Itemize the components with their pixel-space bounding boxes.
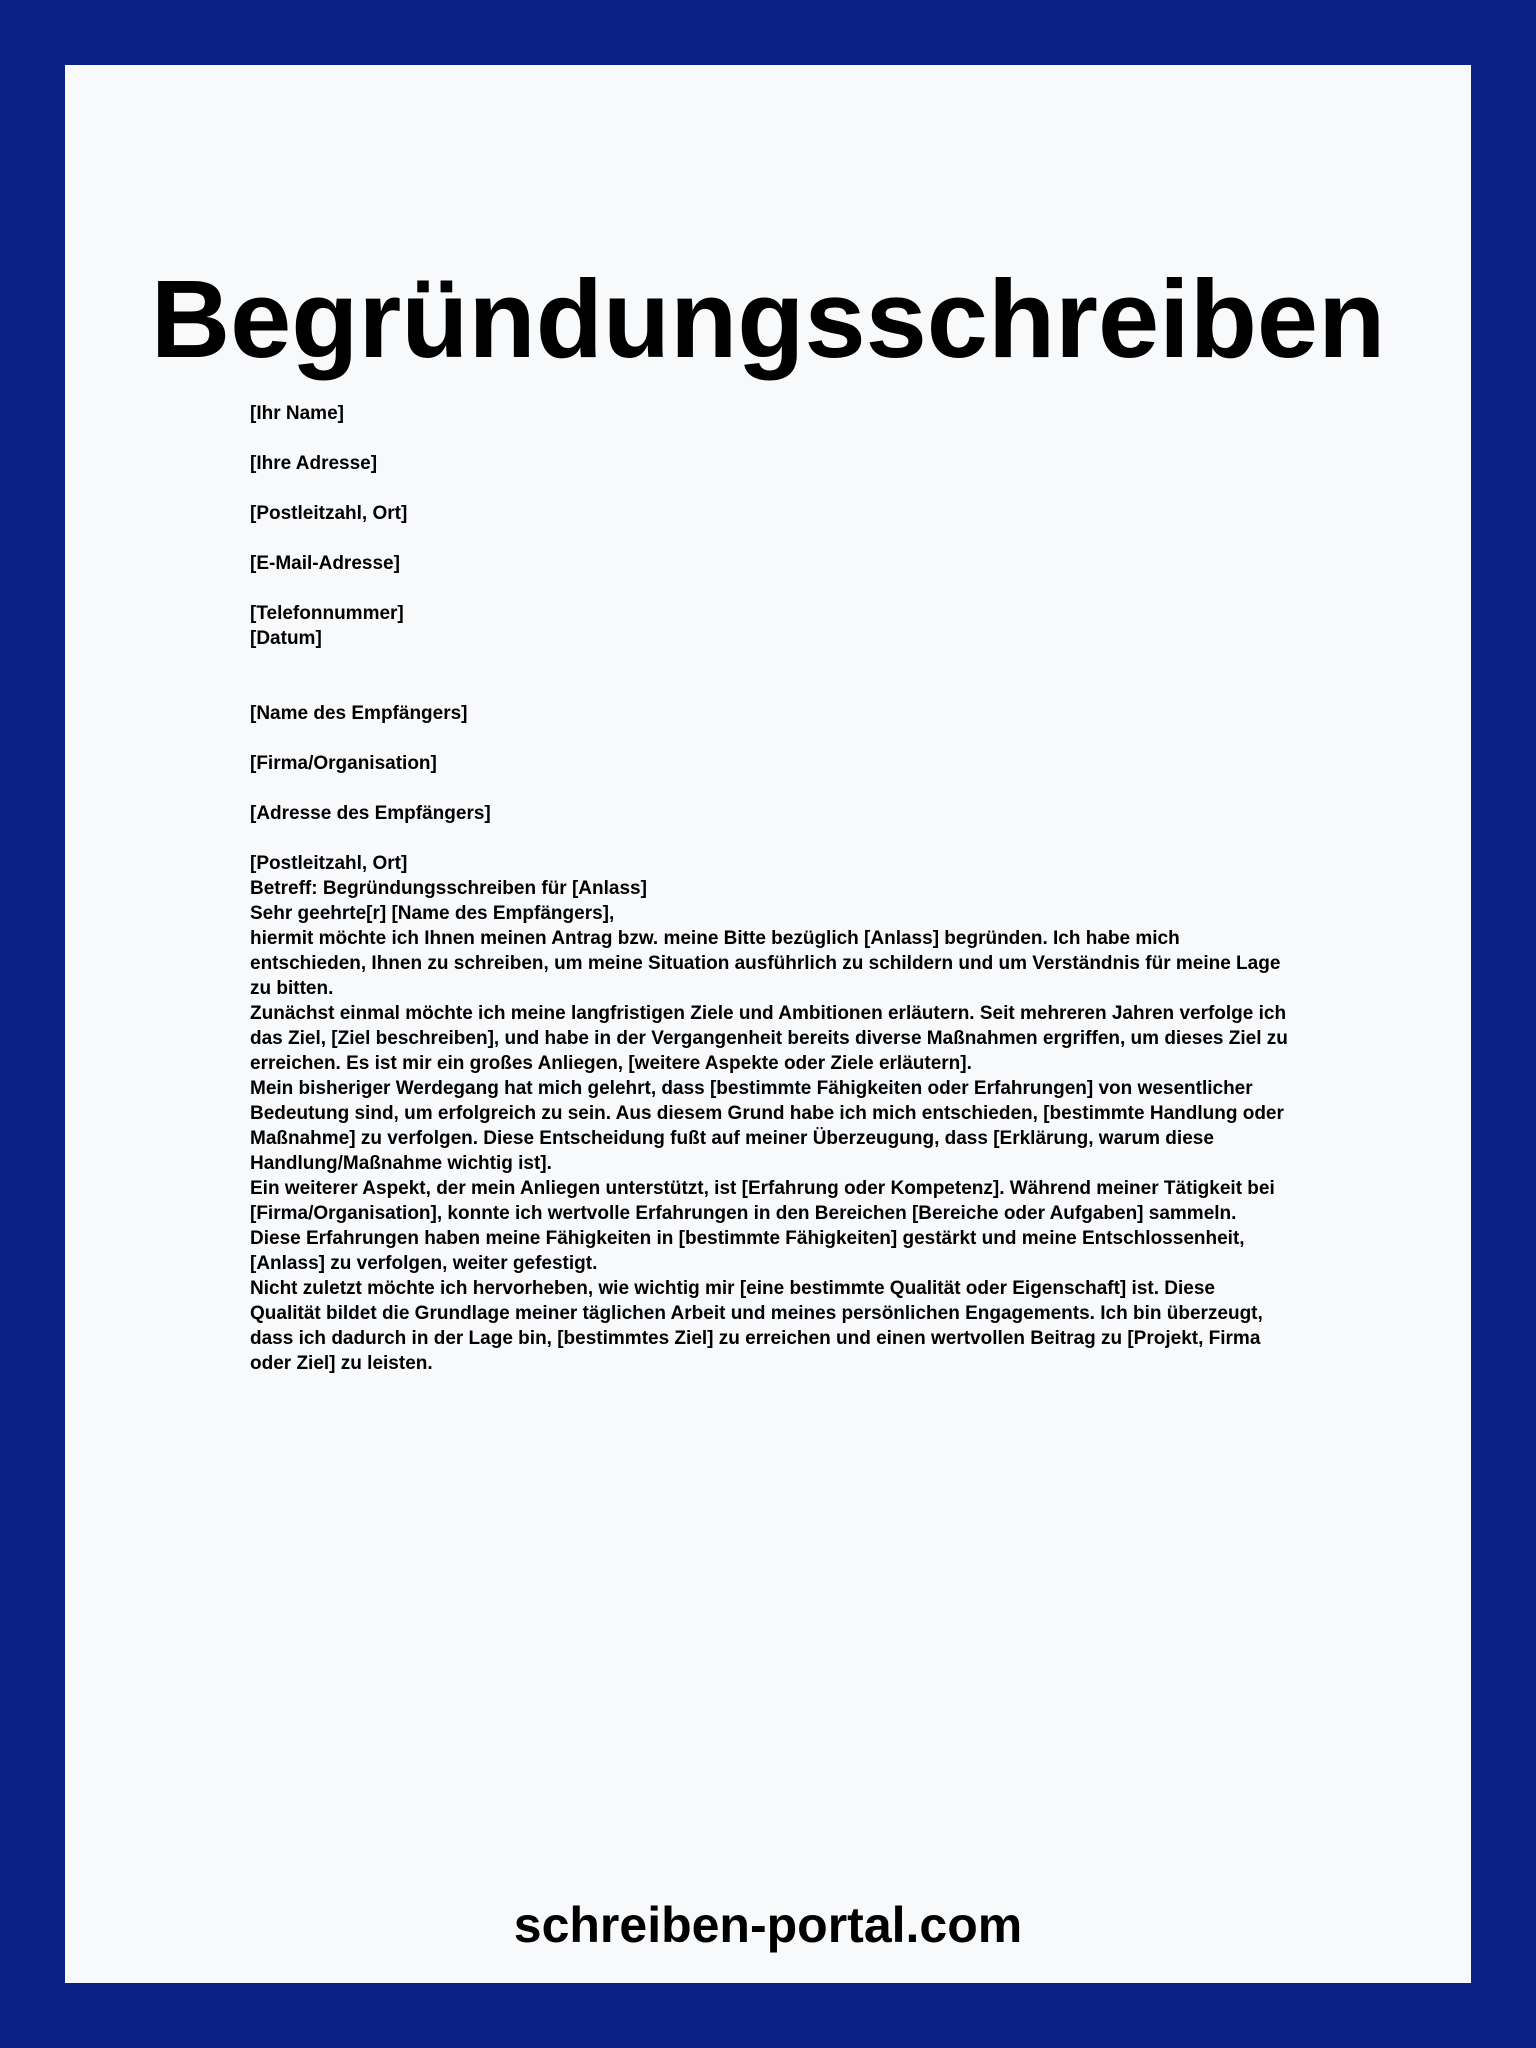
sender-city: [Postleitzahl, Ort] bbox=[250, 503, 408, 524]
recipient-company: [Firma/Organisation] bbox=[250, 753, 437, 774]
page-title: Begründungsschreiben bbox=[150, 258, 1386, 381]
paragraph-career: Mein bisheriger Werdegang hat mich gelehrt, dass [bestimmte Fähigkeiten oder Erfahrungen] von wesentlicher Bedeutung sind, um erfolgreich zu sein. Aus diesem Grund habe ich mich entschieden, [bestimmte Handlung oder Maßnahme] zu verfolgen. Diese Entscheidung fußt auf meiner Überzeugung, dass [Erklärung, warum diese Handlung/Maßnahme wichtig ist]. bbox=[250, 1078, 1284, 1174]
paragraph-experience: Ein weiterer Aspekt, der mein Anliegen unterstützt, ist [Erfahrung oder Kompetenz]. Während meiner Tätigkeit bei [Firma/Organisation], konnte ich wertvolle Erfahrungen in den Bereichen [Bereiche oder Aufgaben] sammeln. Diese Erfahrungen haben meine Fähigkeiten in [bestimmte Fähigkeiten] gestärkt und meine Entschlossenheit, [Anlass] zu verfolgen, weiter gefestigt. bbox=[250, 1178, 1275, 1274]
letter-date: [Datum] bbox=[250, 628, 322, 649]
recipient-address bbox=[250, 701, 1290, 876]
paragraph-qualities: Nicht zuletzt möchte ich hervorheben, wie wichtig mir [eine bestimmte Qualität oder Eigenschaft] ist. Diese Qualität bildet die Grundlage meiner täglichen Arbeit und meines persönlichen Engagements. Ich bin überzeugt, dass ich dadurch in der Lage bin, [bestimmtes Ziel] zu erreichen und einen wertvollen Beitrag zu [Projekt, Firma oder Ziel] zu leisten. bbox=[250, 1278, 1263, 1374]
recipient-street: [Adresse des Empfängers] bbox=[250, 803, 491, 824]
sender-address bbox=[250, 401, 1290, 626]
recipient-city: [Postleitzahl, Ort] bbox=[250, 853, 408, 874]
recipient-name: [Name des Empfängers] bbox=[250, 703, 468, 724]
salutation: Sehr geehrte[r] [Name des Empfängers], bbox=[250, 903, 615, 924]
paragraph-goals: Zunächst einmal möchte ich meine langfristigen Ziele und Ambitionen erläutern. Seit mehreren Jahren verfolge ich das Ziel, [Ziel beschreiben], und habe in der Vergangenheit bereits diverse Maßnahmen ergriffen, um dieses Ziel zu erreichen. Es ist mir ein großes Anliegen, [weitere Aspekte oder Ziele erläutern]. bbox=[250, 1003, 1288, 1074]
sender-email: [E-Mail-Adresse] bbox=[250, 553, 400, 574]
letter-sheet bbox=[65, 65, 1471, 1983]
subject-line: Betreff: Begründungsschreiben für [Anlass] bbox=[250, 878, 647, 899]
letter-body bbox=[250, 401, 1290, 1376]
paragraph-intro: hiermit möchte ich Ihnen meinen Antrag bzw. meine Bitte bezüglich [Anlass] begründen. Ich habe mich entschieden, Ihnen zu schreiben, um meine Situation ausführlich zu schildern und um Verständnis für meine Lage zu bitten. bbox=[250, 928, 1281, 999]
footer-website: schreiben-portal.com bbox=[513, 1897, 1023, 1953]
sender-phone: [Telefonnummer] bbox=[250, 603, 404, 624]
sender-name: [Ihr Name] bbox=[250, 403, 344, 424]
sender-street: [Ihre Adresse] bbox=[250, 453, 378, 474]
